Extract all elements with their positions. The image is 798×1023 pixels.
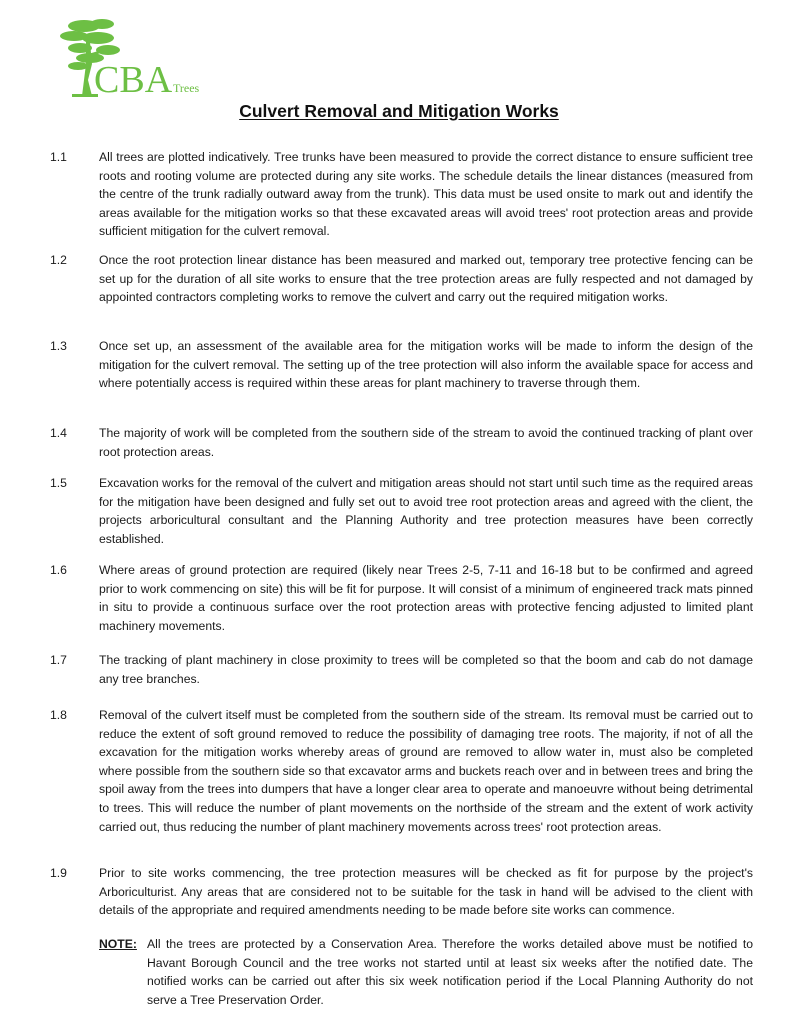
section-number: 1.5 xyxy=(50,476,67,490)
page-title: Culvert Removal and Mitigation Works xyxy=(239,101,559,121)
note-label: NOTE: xyxy=(99,937,137,951)
section-number: 1.3 xyxy=(50,339,67,353)
logo-brand: CBA xyxy=(94,59,173,101)
section-text: Once the root protection linear distance has been measured and marked out, temporary tree protective fencing can be set up for the duration of all site works to ensure that the tree protection areas are fully respected and not damaged by appointed contractors completing works to remove the culvert and carry out the required mitigation works. xyxy=(99,253,753,305)
section-number: 1.2 xyxy=(50,253,67,267)
section-number: 1.8 xyxy=(50,708,67,722)
section-number: 1.6 xyxy=(50,563,67,577)
section-text: Removal of the culvert itself must be completed from the southern side of the stream. Its removal must be carried out to reduce the extent of soft ground removed to reduce the possibility of damaging tree roots. The majority, if not of all the excavation for the mitigation works whereby areas of ground are removed to allow water in, must also be completed where possible from the southern side so that excavator arms and buckets reach over and in between trees and bring the spoil away from the trees into dumpers that have a longer clear area to operate and manoeuvre without being detrimental to trees. This will reduce the number of plant movements on the northside of the stream and the extent of work activity carried out, thus reducing the number of plant machinery movements across trees' root protection areas. xyxy=(99,708,753,834)
logo-suffix: Trees xyxy=(173,81,200,95)
section-text: Excavation works for the removal of the culvert and mitigation areas should not start until such time as the required areas for the mitigation have been designed and fully set out to avoid tree root protection areas and agreed with the client, the projects arboricultural consultant and the Planning Authority and tree protection measures have been correctly established. xyxy=(99,476,753,546)
section-number: 1.9 xyxy=(50,866,67,880)
section-number: 1.1 xyxy=(50,150,67,164)
section-number: 1.4 xyxy=(50,426,67,440)
section-text: All trees are plotted indicatively. Tree trunks have been measured to provide the correct distance to ensure sufficient tree roots and rooting volume are protected during any site works. The schedule details the linear distances (measured from the centre of the trunk radially outward away from the trunk). This data must be used onsite to mark out and identify the areas available for the mitigation works so that these excavated areas will avoid trees' root protection areas and provide sufficient mitigation for the culvert removal. xyxy=(99,150,753,239)
section-text: Prior to site works commencing, the tree protection measures will be checked as fit for purpose by the project's Arboriculturist. Any areas that are considered not to be suitable for the task in hand will be advised to the client with details of the appropriate and required amendments needing to be made before site works can commence. xyxy=(99,866,753,918)
section-text: The majority of work will be completed from the southern side of the stream to avoid the continued tracking of plant over root protection areas. xyxy=(99,426,753,459)
note-text: All the trees are protected by a Conservation Area. Therefore the works detailed above must be notified to Havant Borough Council and the tree works not started until at least six weeks after the notified date. The notified works can be carried out after this six week notification period if the Local Planning Authority do not serve a Tree Preservation Order. xyxy=(147,937,753,1007)
section-text: Once set up, an assessment of the available area for the mitigation works will be made to inform the design of the mitigation for the culvert removal. The setting up of the tree protection will also inform the available space for access and where potentially access is required within these areas for plant machinery to traverse through them. xyxy=(99,339,753,391)
section-text: Where areas of ground protection are required (likely near Trees 2-5, 7-11 and 16-18 but to be confirmed and agreed prior to work commencing on site) this will be fit for purpose. It will consist of a minimum of engineered track mats pinned in situ to provide a continuous surface over the root protection areas with protective fencing adjusted to limited plant machinery movements. xyxy=(99,563,753,633)
section-number: 1.7 xyxy=(50,653,67,667)
section-text: The tracking of plant machinery in close proximity to trees will be completed so that the boom and cab do not damage any tree branches. xyxy=(99,653,753,686)
company-logo xyxy=(52,14,212,100)
